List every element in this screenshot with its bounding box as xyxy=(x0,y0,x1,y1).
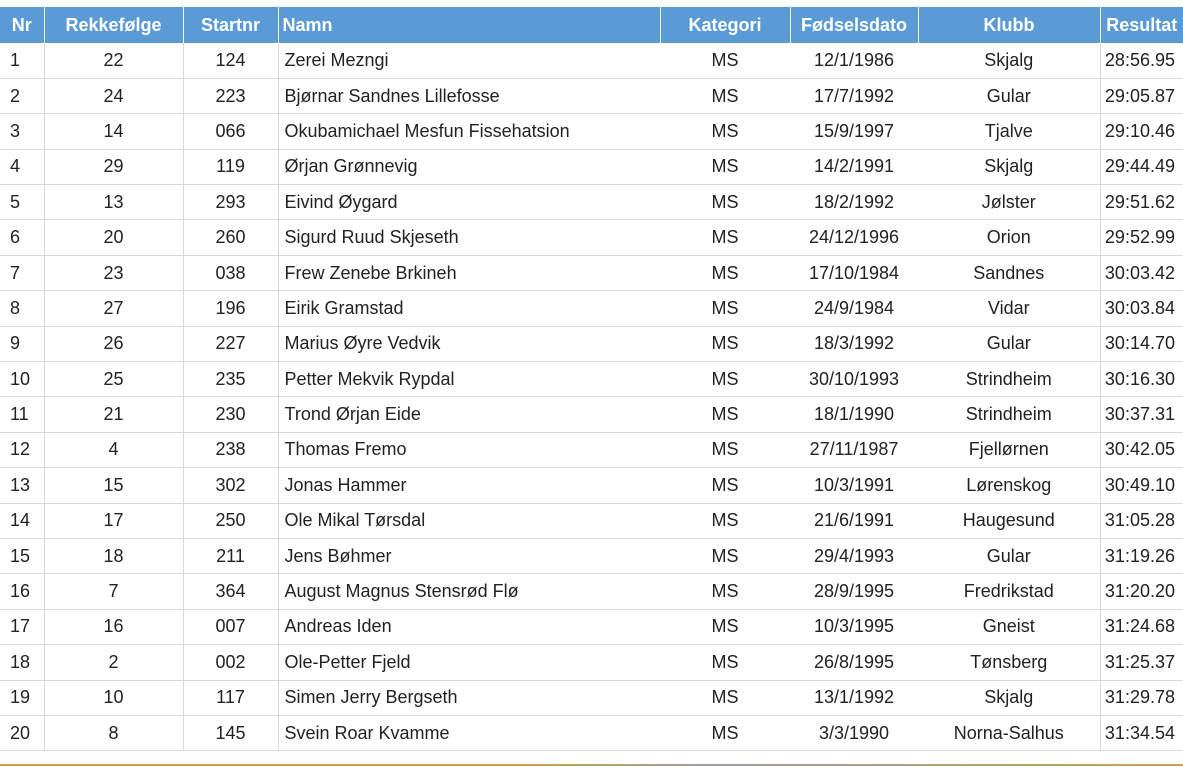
cell-club: Norna-Salhus xyxy=(918,715,1100,750)
cell-nr: 14 xyxy=(0,503,44,538)
cell-name: Ole Mikal Tørsdal xyxy=(278,503,660,538)
cell-order: 18 xyxy=(44,538,183,573)
table-row[interactable] xyxy=(0,609,1183,644)
cell-club: Sandnes xyxy=(918,255,1100,290)
cell-nr: 7 xyxy=(0,255,44,290)
table-row[interactable] xyxy=(0,362,1183,397)
cell-nr: 16 xyxy=(0,574,44,609)
cell-result: 31:34.54 xyxy=(1100,715,1183,750)
cell-order: 25 xyxy=(44,362,183,397)
cell-name: Svein Roar Kvamme xyxy=(278,715,660,750)
cell-name: Sigurd Ruud Skjeseth xyxy=(278,220,660,255)
cell-dob: 10/3/1995 xyxy=(790,609,918,644)
cell-nr: 19 xyxy=(0,680,44,715)
cell-club: Fjellørnen xyxy=(918,432,1100,467)
cell-name: August Magnus Stensrød Flø xyxy=(278,574,660,609)
cell-dob: 13/1/1992 xyxy=(790,680,918,715)
cell-category: MS xyxy=(660,291,790,326)
cell-club: Orion xyxy=(918,220,1100,255)
results-table xyxy=(0,7,1183,751)
cell-result: 29:44.49 xyxy=(1100,149,1183,184)
cell-result: 31:25.37 xyxy=(1100,645,1183,680)
cell-result: 30:14.70 xyxy=(1100,326,1183,361)
cell-startnr: 293 xyxy=(183,185,278,220)
cell-nr: 18 xyxy=(0,645,44,680)
header-name[interactable]: Namn xyxy=(278,7,660,43)
cell-order: 13 xyxy=(44,185,183,220)
cell-nr: 15 xyxy=(0,538,44,573)
table-row[interactable] xyxy=(0,574,1183,609)
cell-club: Fredrikstad xyxy=(918,574,1100,609)
cell-nr: 1 xyxy=(0,43,44,78)
cell-club: Gular xyxy=(918,538,1100,573)
cell-nr: 13 xyxy=(0,468,44,503)
cell-dob: 24/12/1996 xyxy=(790,220,918,255)
cell-result: 28:56.95 xyxy=(1100,43,1183,78)
table-row[interactable] xyxy=(0,114,1183,149)
cell-name: Marius Øyre Vedvik xyxy=(278,326,660,361)
cell-dob: 12/1/1986 xyxy=(790,43,918,78)
cell-category: MS xyxy=(660,326,790,361)
table-row[interactable] xyxy=(0,680,1183,715)
cell-order: 17 xyxy=(44,503,183,538)
cell-result: 30:37.31 xyxy=(1100,397,1183,432)
cell-order: 2 xyxy=(44,645,183,680)
cell-category: MS xyxy=(660,468,790,503)
table-row[interactable] xyxy=(0,715,1183,750)
cell-startnr: 038 xyxy=(183,255,278,290)
cell-order: 14 xyxy=(44,114,183,149)
cell-name: Frew Zenebe Brkineh xyxy=(278,255,660,290)
cell-name: Eivind Øygard xyxy=(278,185,660,220)
cell-nr: 9 xyxy=(0,326,44,361)
cell-category: MS xyxy=(660,255,790,290)
cell-nr: 5 xyxy=(0,185,44,220)
cell-club: Jølster xyxy=(918,185,1100,220)
cell-order: 27 xyxy=(44,291,183,326)
cell-order: 20 xyxy=(44,220,183,255)
cell-result: 29:10.46 xyxy=(1100,114,1183,149)
cell-club: Tønsberg xyxy=(918,645,1100,680)
cell-dob: 18/2/1992 xyxy=(790,185,918,220)
results-body xyxy=(0,43,1183,751)
cell-nr: 3 xyxy=(0,114,44,149)
cell-startnr: 235 xyxy=(183,362,278,397)
cell-nr: 17 xyxy=(0,609,44,644)
cell-result: 30:03.42 xyxy=(1100,255,1183,290)
cell-order: 16 xyxy=(44,609,183,644)
cell-club: Skjalg xyxy=(918,680,1100,715)
cell-startnr: 066 xyxy=(183,114,278,149)
cell-name: Trond Ørjan Eide xyxy=(278,397,660,432)
cell-result: 29:05.87 xyxy=(1100,78,1183,113)
cell-startnr: 007 xyxy=(183,609,278,644)
cell-startnr: 223 xyxy=(183,78,278,113)
cell-result: 29:52.99 xyxy=(1100,220,1183,255)
cell-startnr: 260 xyxy=(183,220,278,255)
cell-order: 15 xyxy=(44,468,183,503)
cell-dob: 24/9/1984 xyxy=(790,291,918,326)
cell-nr: 8 xyxy=(0,291,44,326)
cell-name: Jonas Hammer xyxy=(278,468,660,503)
table-row[interactable] xyxy=(0,43,1183,78)
cell-order: 26 xyxy=(44,326,183,361)
cell-category: MS xyxy=(660,185,790,220)
cell-startnr: 196 xyxy=(183,291,278,326)
cell-result: 30:16.30 xyxy=(1100,362,1183,397)
cell-order: 29 xyxy=(44,149,183,184)
cell-category: MS xyxy=(660,78,790,113)
cell-dob: 28/9/1995 xyxy=(790,574,918,609)
cell-order: 8 xyxy=(44,715,183,750)
cell-nr: 6 xyxy=(0,220,44,255)
cell-dob: 18/1/1990 xyxy=(790,397,918,432)
header-startnr[interactable]: Startnr xyxy=(183,7,278,43)
cell-startnr: 227 xyxy=(183,326,278,361)
cell-dob: 15/9/1997 xyxy=(790,114,918,149)
cell-category: MS xyxy=(660,397,790,432)
cell-nr: 20 xyxy=(0,715,44,750)
cell-startnr: 119 xyxy=(183,149,278,184)
table-row[interactable] xyxy=(0,185,1183,220)
cell-category: MS xyxy=(660,609,790,644)
cell-dob: 29/4/1993 xyxy=(790,538,918,573)
cell-category: MS xyxy=(660,715,790,750)
cell-dob: 14/2/1991 xyxy=(790,149,918,184)
cell-dob: 26/8/1995 xyxy=(790,645,918,680)
cell-result: 31:19.26 xyxy=(1100,538,1183,573)
header-category[interactable]: Kategori xyxy=(660,7,790,43)
cell-name: Jens Bøhmer xyxy=(278,538,660,573)
cell-nr: 12 xyxy=(0,432,44,467)
cell-category: MS xyxy=(660,114,790,149)
cell-startnr: 238 xyxy=(183,432,278,467)
cell-result: 30:42.05 xyxy=(1100,432,1183,467)
cell-result: 31:20.20 xyxy=(1100,574,1183,609)
cell-startnr: 211 xyxy=(183,538,278,573)
cell-startnr: 145 xyxy=(183,715,278,750)
cell-club: Gneist xyxy=(918,609,1100,644)
cell-name: Zerei Mezngi xyxy=(278,43,660,78)
cell-name: Thomas Fremo xyxy=(278,432,660,467)
cell-order: 24 xyxy=(44,78,183,113)
cell-club: Tjalve xyxy=(918,114,1100,149)
cell-category: MS xyxy=(660,680,790,715)
header-club[interactable]: Klubb xyxy=(918,7,1100,43)
cell-name: Ørjan Grønnevig xyxy=(278,149,660,184)
cell-club: Gular xyxy=(918,326,1100,361)
cell-club: Skjalg xyxy=(918,43,1100,78)
cell-club: Lørenskog xyxy=(918,468,1100,503)
table-row[interactable] xyxy=(0,255,1183,290)
cell-order: 4 xyxy=(44,432,183,467)
cell-dob: 30/10/1993 xyxy=(790,362,918,397)
header-order[interactable]: Rekkefølge xyxy=(44,7,183,43)
cell-order: 22 xyxy=(44,43,183,78)
cell-category: MS xyxy=(660,574,790,609)
cell-club: Vidar xyxy=(918,291,1100,326)
cell-order: 10 xyxy=(44,680,183,715)
cell-name: Andreas Iden xyxy=(278,609,660,644)
cell-result: 31:24.68 xyxy=(1100,609,1183,644)
cell-dob: 27/11/1987 xyxy=(790,432,918,467)
cell-order: 23 xyxy=(44,255,183,290)
header-row xyxy=(0,7,1183,43)
cell-order: 21 xyxy=(44,397,183,432)
table-row[interactable] xyxy=(0,326,1183,361)
cell-startnr: 302 xyxy=(183,468,278,503)
cell-startnr: 002 xyxy=(183,645,278,680)
cell-dob: 17/7/1992 xyxy=(790,78,918,113)
cell-category: MS xyxy=(660,362,790,397)
header-nr[interactable]: Nr xyxy=(0,7,44,43)
cell-name: Petter Mekvik Rypdal xyxy=(278,362,660,397)
header-dob[interactable]: Fødselsdato xyxy=(790,7,918,43)
cell-category: MS xyxy=(660,149,790,184)
table-row[interactable] xyxy=(0,468,1183,503)
cell-club: Strindheim xyxy=(918,362,1100,397)
table-row[interactable] xyxy=(0,503,1183,538)
cell-club: Gular xyxy=(918,78,1100,113)
cell-category: MS xyxy=(660,43,790,78)
cell-result: 31:29.78 xyxy=(1100,680,1183,715)
cell-startnr: 364 xyxy=(183,574,278,609)
cell-category: MS xyxy=(660,220,790,255)
cell-result: 30:03.84 xyxy=(1100,291,1183,326)
cell-nr: 11 xyxy=(0,397,44,432)
cell-dob: 18/3/1992 xyxy=(790,326,918,361)
cell-dob: 10/3/1991 xyxy=(790,468,918,503)
cell-startnr: 250 xyxy=(183,503,278,538)
cell-order: 7 xyxy=(44,574,183,609)
table-row[interactable] xyxy=(0,149,1183,184)
table-row[interactable] xyxy=(0,645,1183,680)
cell-dob: 21/6/1991 xyxy=(790,503,918,538)
cell-result: 29:51.62 xyxy=(1100,185,1183,220)
bottom-border xyxy=(0,764,1183,766)
cell-name: Bjørnar Sandnes Lillefosse xyxy=(278,78,660,113)
cell-dob: 17/10/1984 xyxy=(790,255,918,290)
cell-category: MS xyxy=(660,645,790,680)
cell-nr: 4 xyxy=(0,149,44,184)
cell-startnr: 117 xyxy=(183,680,278,715)
cell-club: Strindheim xyxy=(918,397,1100,432)
cell-category: MS xyxy=(660,432,790,467)
table-row[interactable] xyxy=(0,432,1183,467)
cell-club: Haugesund xyxy=(918,503,1100,538)
cell-startnr: 230 xyxy=(183,397,278,432)
cell-name: Okubamichael Mesfun Fissehatsion xyxy=(278,114,660,149)
cell-result: 31:05.28 xyxy=(1100,503,1183,538)
table-row[interactable] xyxy=(0,220,1183,255)
cell-nr: 2 xyxy=(0,78,44,113)
table-row[interactable] xyxy=(0,78,1183,113)
table-row[interactable] xyxy=(0,397,1183,432)
cell-result: 30:49.10 xyxy=(1100,468,1183,503)
cell-dob: 3/3/1990 xyxy=(790,715,918,750)
table-row[interactable] xyxy=(0,291,1183,326)
cell-startnr: 124 xyxy=(183,43,278,78)
cell-name: Ole-Petter Fjeld xyxy=(278,645,660,680)
cell-nr: 10 xyxy=(0,362,44,397)
header-result[interactable]: Resultat xyxy=(1100,7,1183,43)
cell-category: MS xyxy=(660,503,790,538)
table-row[interactable] xyxy=(0,538,1183,573)
cell-name: Eirik Gramstad xyxy=(278,291,660,326)
cell-category: MS xyxy=(660,538,790,573)
cell-club: Skjalg xyxy=(918,149,1100,184)
cell-name: Simen Jerry Bergseth xyxy=(278,680,660,715)
